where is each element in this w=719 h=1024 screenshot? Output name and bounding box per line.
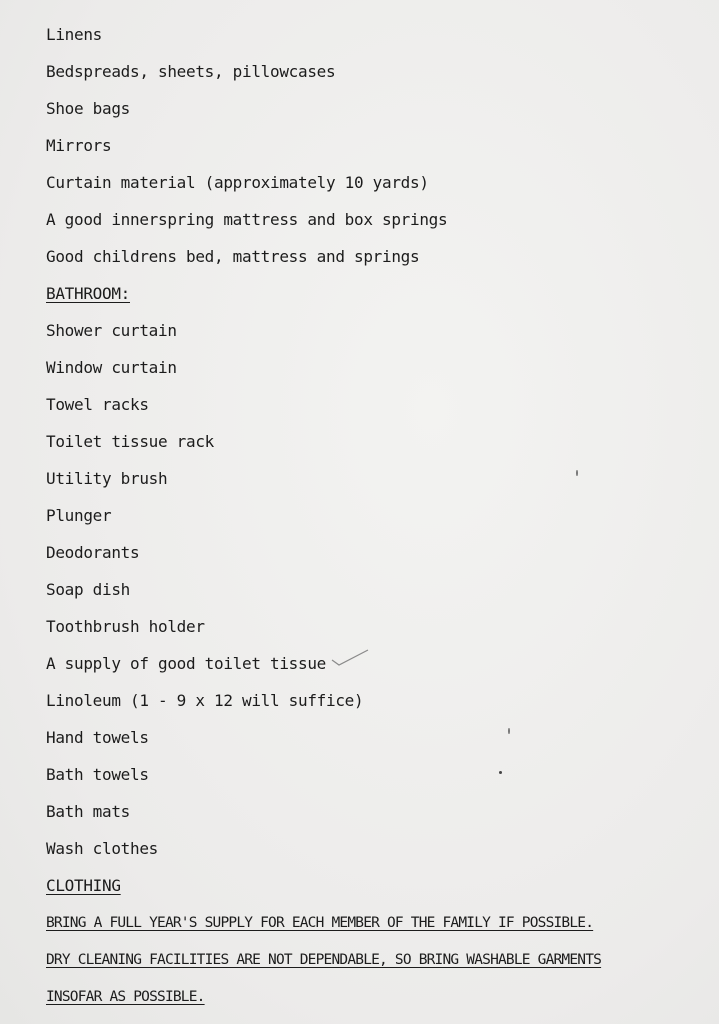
list-item: Shower curtain	[46, 321, 177, 340]
list-item: Bedspreads, sheets, pillowcases	[46, 62, 336, 81]
list-item: Toilet tissue rack	[46, 432, 214, 451]
list-item: Shoe bags	[46, 99, 130, 118]
list-item: Hand towels	[46, 728, 149, 747]
list-item: Wash clothes	[46, 839, 158, 858]
list-item: Towel racks	[46, 395, 149, 414]
list-item: Toothbrush holder	[46, 617, 205, 636]
list-item: Window curtain	[46, 358, 177, 377]
list-item: INSOFAR AS POSSIBLE.	[46, 989, 205, 1005]
list-item: Plunger	[46, 506, 112, 525]
list-item: Soap dish	[46, 580, 130, 599]
item-list	[46, 20, 719, 1019]
list-item: A good innerspring mattress and box springs	[46, 210, 448, 229]
list-item: Utility brush	[46, 469, 168, 488]
list-item: Bath towels	[46, 765, 149, 784]
ink-speck	[576, 470, 578, 476]
check-mark-icon	[330, 646, 370, 668]
list-item: A supply of good toilet tissue	[46, 654, 326, 673]
list-item: Linens	[46, 25, 102, 44]
section-heading: CLOTHING	[46, 876, 121, 895]
ink-speck	[499, 771, 502, 774]
list-item: Deodorants	[46, 543, 140, 562]
list-item: Mirrors	[46, 136, 112, 155]
list-item: Bath mats	[46, 802, 130, 821]
section-heading: BATHROOM:	[46, 284, 130, 303]
list-item: BRING A FULL YEAR'S SUPPLY FOR EACH MEMBER OF THE FAMILY IF POSSIBLE.	[46, 915, 594, 931]
list-item: Curtain material (approximately 10 yards)	[46, 173, 429, 192]
list-item: DRY CLEANING FACILITIES ARE NOT DEPENDABLE, SO BRING WASHABLE GARMENTS	[46, 952, 602, 968]
list-item: Good childrens bed, mattress and springs	[46, 247, 420, 266]
list-item: Linoleum (1 - 9 x 12 will suffice)	[46, 691, 364, 710]
ink-speck	[508, 728, 510, 734]
